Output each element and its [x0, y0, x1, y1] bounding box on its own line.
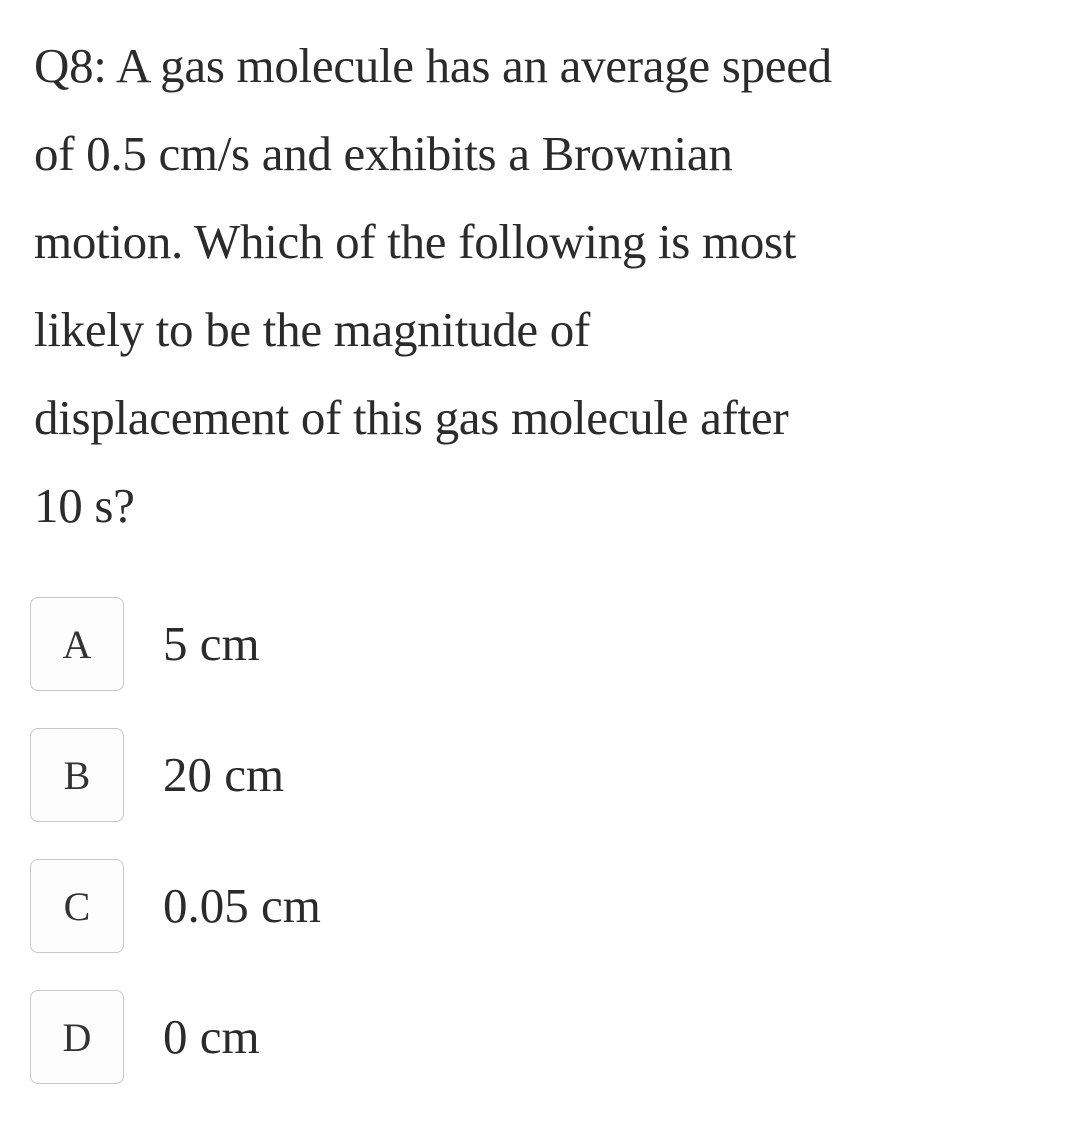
- option-a-text[interactable]: 5 cm: [163, 616, 260, 671]
- question-line: Q8: A gas molecule has an average speed: [34, 38, 832, 93]
- question-line: displacement of this gas molecule after: [34, 390, 789, 445]
- option-a-letter-box[interactable]: A: [30, 597, 124, 691]
- option-a[interactable]: [30, 597, 1030, 693]
- option-c[interactable]: [30, 859, 1030, 955]
- option-b[interactable]: [30, 728, 1030, 824]
- answer-options: [30, 597, 1030, 1121]
- question-line: motion. Which of the following is most: [34, 214, 797, 269]
- option-c-letter-box[interactable]: C: [30, 859, 124, 953]
- question-line: of 0.5 cm/s and exhibits a Brownian: [34, 126, 733, 181]
- question-line: 10 s?: [34, 478, 135, 533]
- question-line: likely to be the magnitude of: [34, 302, 591, 357]
- option-b-letter-box[interactable]: B: [30, 728, 124, 822]
- option-b-text[interactable]: 20 cm: [163, 747, 285, 802]
- option-d-letter-box[interactable]: D: [30, 990, 124, 1084]
- option-d-text[interactable]: 0 cm: [163, 1009, 260, 1064]
- question-text: [34, 22, 1054, 550]
- option-d[interactable]: [30, 990, 1030, 1086]
- option-c-text[interactable]: 0.05 cm: [163, 878, 321, 933]
